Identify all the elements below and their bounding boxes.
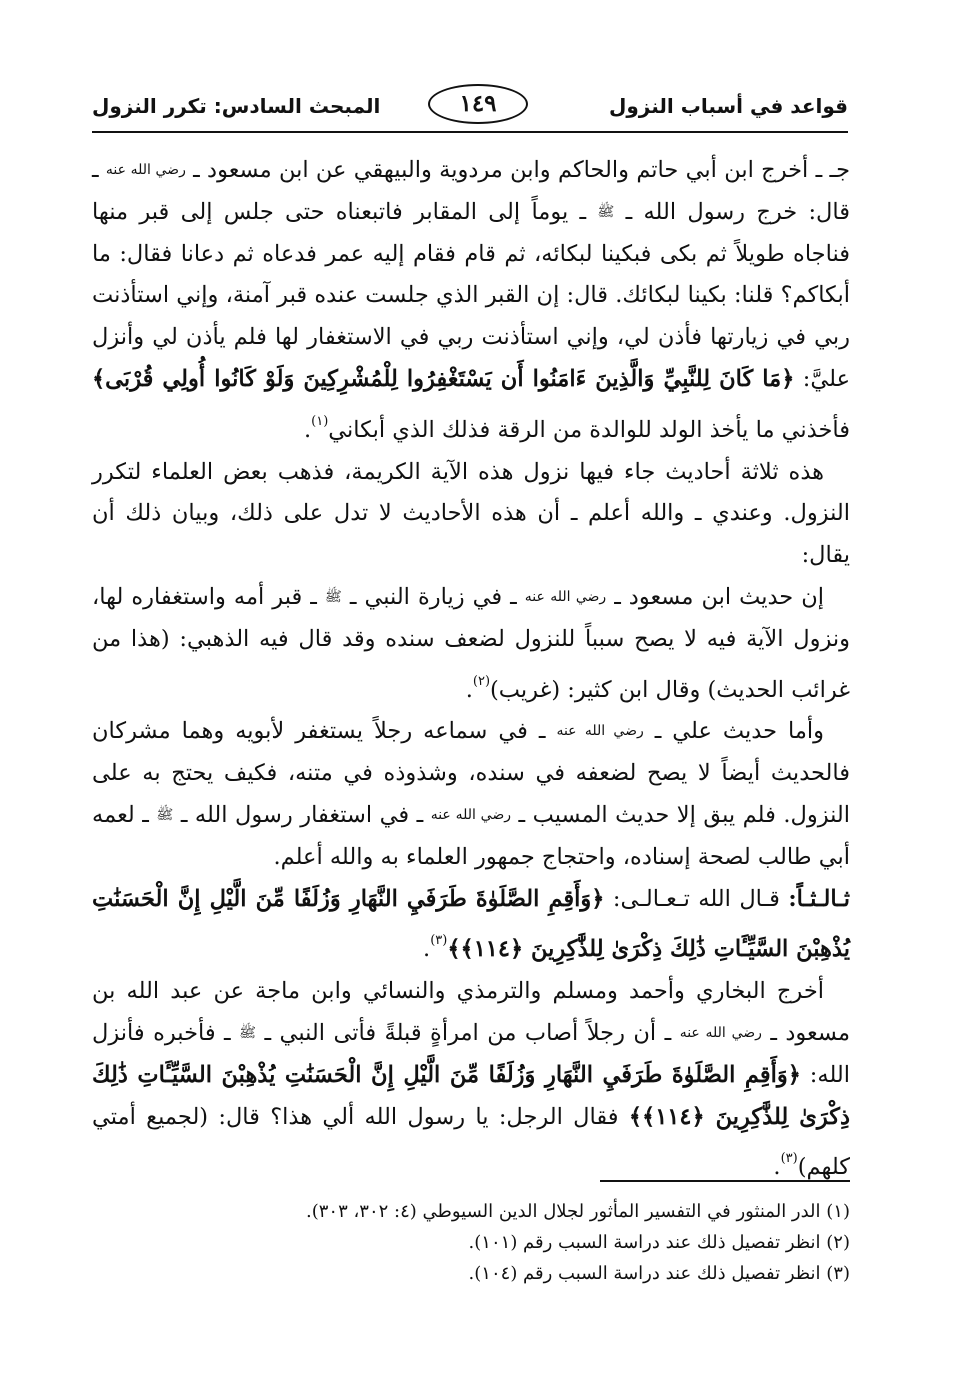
paragraph-hadith-jim: جـ ـ أخرج ابن أبي حاتم والحاكم وابن مردوية والبيهقي عن ابن مسعود ـ رضي الله عنه ـ قال: خرج رسول الله ـ ﷺ ـ يوماً إلى المقابر فاتبعناه حتى جلس إلى قبر منها فناجاه طويلاً ثم بكى فبكينا لبكائه، ثم قام فقام إليه عمر فدعاه ثم دعانا فقال: ما أبكاكم؟ قلنا: بكينا لبكائك. قال: إن القبر الذي جلست عنده قبر آمنة، وإني استأذنت ربي في زيارتها فأذن لي، وإني استأذنت ربي في الاستغفار لها فلم يأذن لي وأنزل عليَّ: ﴿مَا كَانَ لِلنَّبِيِّ وَالَّذِينَ ءَامَنُوا أَن يَسْتَغْفِرُوا لِلْمُشْرِكِينَ وَلَوْ كَانُوا أُولِي قُرْبَى﴾ فأخذني ما يأخذ الولد للوالدة من الرقة فذلك الذي أبكاني$^{(١)}$.	[92, 157, 850, 443]
footnotes	[92, 1196, 850, 1289]
running-header	[92, 84, 848, 128]
footnote-ref: (٣)	[780, 1151, 798, 1167]
honorific: رضي الله عنه	[556, 723, 644, 740]
quran-verse: ﴿وَأَقِمِ الصَّلَوٰةَ طَرَفَيِ النَّهَارِ وَزُلَفًا مِّنَ الَّيْلِ إِنَّ الْحَسَنَٰتِ يُذْهِبْنَ السَّيِّـَٔاتِ ذَٰلِكَ ذِكْرَىٰ لِلذَّٰكِرِينَ ﴿١١٤﴾﴾	[92, 885, 850, 963]
honorific: رضي الله عنه	[524, 588, 607, 605]
footnote-ref: (١)	[311, 413, 329, 429]
honorific: ﷺ	[324, 588, 342, 605]
page-number: ١٤٩	[428, 84, 528, 124]
honorific: رضي الله عنه	[679, 1024, 762, 1041]
paragraph-bukhari: أخرج البخاري وأحمد ومسلم والترمذي والنسائي وابن ماجة عن عبد الله بن مسعود ـ رضي الله عنه ـ أن رجلاً أصاب من امرأةٍ قبلةً فأتى النبي ـ ﷺ ـ فأخبره فأنزل الله: ﴿وَأَقِمِ الصَّلَوٰةَ طَرَفَيِ النَّهَارِ وَزُلَفًا مِّنَ الَّيْلِ إِنَّ الْحَسَنَٰتِ يُذْهِبْنَ السَّيِّـَٔاتِ ذَٰلِكَ ذِكْرَىٰ لِلذَّٰكِرِينَ ﴿١١٤﴾﴾ فقال الرجل: يا رسول الله ألي هذا؟ قال: (لجميع أمتي كلهم)$^{(٣)}$.	[92, 978, 851, 1181]
footnote-3: (٣) انظر تفصيل ذلك عند دراسة السبب رقم (١٠٤).	[468, 1263, 850, 1284]
section-label: ثـالـثـاً:	[788, 885, 851, 912]
footnote-1: (١) الدر المنثور في التفسير المأثور لجلال الدين السيوطي (٤: ٣٠٢، ٣٠٣).	[306, 1201, 850, 1222]
footnote-rule	[600, 1180, 850, 1182]
honorific: ﷺ	[156, 806, 174, 823]
paragraph-third: ثـالـثـاً: قـال الله تـعـالـى: ﴿وَأَقِمِ الصَّلَوٰةَ طَرَفَيِ النَّهَارِ وَزُلَفًا مِّنَ الَّيْلِ إِنَّ الْحَسَنَٰتِ يُذْهِبْنَ السَّيِّـَٔاتِ ذَٰلِكَ ذِكْرَىٰ لِلذَّٰكِرِينَ ﴿١١٤﴾﴾$^{(٣)}$.	[92, 885, 851, 963]
book-title: قواعد في أسباب النزول	[609, 94, 848, 118]
quran-verse: ﴿وَأَقِمِ الصَّلَوٰةَ طَرَفَيِ النَّهَارِ وَزُلَفًا مِّنَ الَّيْلِ إِنَّ الْحَسَنَٰتِ يُذْهِبْنَ السَّيِّـَٔاتِ ذَٰلِكَ ذِكْرَىٰ لِلذَّٰكِرِينَ ﴿١١٤﴾﴾	[92, 1061, 850, 1130]
footnote-ref: (٣)	[430, 933, 448, 949]
honorific: ﷺ	[239, 1024, 257, 1041]
paragraph-summary: هذه ثلاثة أحاديث جاء فيها نزول هذه الآية الكريمة، فذهب بعض العلماء لتكرر النزول. وعندي ـ والله أعلم ـ أن هذه الأحاديث لا تدل على ذلك، وبيان ذلك أن يقال:	[92, 458, 850, 569]
quran-verse: ﴿مَا كَانَ لِلنَّبِيِّ وَالَّذِينَ ءَامَنُوا أَن يَسْتَغْفِرُوا لِلْمُشْرِكِينَ وَلَوْ كَانُوا أُولِي قُرْبَى﴾	[92, 365, 795, 392]
section-title: المبحث السادس: تكرر النزول	[92, 94, 381, 118]
honorific: ﷺ	[597, 203, 615, 220]
footnote-ref: (٢)	[472, 673, 491, 689]
main-text	[92, 150, 850, 1189]
paragraph-ibn-masud: إن حديث ابن مسعود ـ رضي الله عنه ـ في زيارة النبي ـ ﷺ ـ قبر أمه واستغفاره لها، ونزول الآية فيه لا يصح سبباً للنزول لضعف سنده وقد قال فيه الذهبي: (هذا من غرائب الحديث) وقال ابن كثير: (غريب)$^{(٢)}$.	[92, 583, 850, 703]
paragraph-ali: وأما حديث علي ـ رضي الله عنه ـ في سماعه رجلاً يستغفر لأبويه وهما مشركان فالحديث أيضاً لا يصح لضعفه في سنده، وشذوذه في متنه، فكيف يحتج به على النزول. فلم يبق إلا حديث المسيب ـ رضي الله عنه ـ في استغفار رسول الله ـ ﷺ ـ لعمه أبي طالب لصحة إسناده، واحتجاج جمهور العلماء به والله أعلم.	[92, 718, 851, 870]
footnote-2: (٢) انظر تفصيل ذلك عند دراسة السبب رقم (١٠١).	[468, 1232, 850, 1253]
honorific: رضي الله عنه	[105, 162, 186, 178]
header-rule	[92, 131, 848, 133]
honorific: رضي الله عنه	[430, 806, 511, 823]
